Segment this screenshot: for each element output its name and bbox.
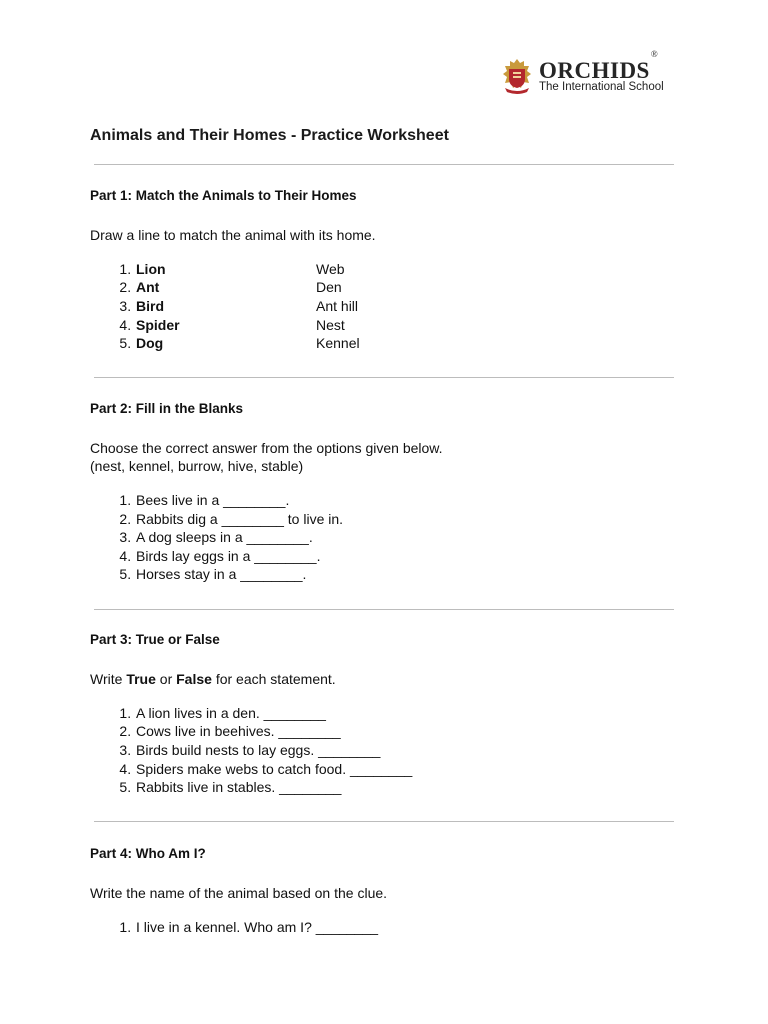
match-list xyxy=(90,260,690,353)
part3-heading: Part 3: True or False xyxy=(90,632,220,647)
animal-label: 1. Lion xyxy=(136,260,166,277)
part2-instruction: Choose the correct answer from the options given below. xyxy=(90,439,443,456)
list-item: 2. Rabbits dig a ________ to live in. xyxy=(135,510,690,529)
animal-label: 3. Bird xyxy=(136,297,164,314)
list-item xyxy=(135,278,690,297)
fill-blanks-list xyxy=(90,491,690,584)
part2-heading: Part 2: Fill in the Blanks xyxy=(90,401,244,416)
list-item xyxy=(135,334,690,353)
true-false-list xyxy=(90,704,690,797)
divider xyxy=(94,377,674,378)
home-label: Den xyxy=(316,279,342,296)
part1-instruction: Draw a line to match the animal with its home. xyxy=(90,226,376,243)
divider xyxy=(94,821,674,822)
list-item: 4. Spiders make webs to catch food. ________ xyxy=(135,760,690,779)
logo-tagline: The International School xyxy=(539,81,664,93)
part2-options: (nest, kennel, burrow, hive, stable) xyxy=(90,457,304,474)
home-label: Nest xyxy=(316,316,345,333)
part1-heading: Part 1: Match the Animals to Their Homes xyxy=(90,188,357,203)
list-item: 1. I live in a kennel. Who am I? ________ xyxy=(135,918,690,937)
animal-label: 2. Ant xyxy=(136,279,160,296)
logo-wordmark: ORCHIDS® xyxy=(539,49,659,83)
part4-instruction: Write the name of the animal based on the clue. xyxy=(90,884,388,901)
home-label: Kennel xyxy=(316,335,360,352)
list-item: 1. Bees live in a ________. xyxy=(135,491,690,510)
list-item: 1. A lion lives in a den. ________ xyxy=(135,704,690,723)
animal-label: 4. Spider xyxy=(136,316,180,333)
list-item: 5. Horses stay in a ________. xyxy=(135,565,690,584)
list-item: 2. Cows live in beehives. ________ xyxy=(135,722,690,741)
home-label: Web xyxy=(316,260,345,277)
divider xyxy=(94,609,674,610)
who-am-i-list xyxy=(90,918,690,937)
part3-instruction: Write True or False for each statement. xyxy=(90,670,336,687)
animal-label: 5. Dog xyxy=(136,335,164,352)
part3-section xyxy=(90,631,690,797)
crest-icon xyxy=(499,57,535,95)
list-item xyxy=(135,260,690,279)
home-label: Ant hill xyxy=(316,297,359,314)
page-title: Animals and Their Homes - Practice Worksheet xyxy=(90,127,449,144)
list-item xyxy=(135,316,690,335)
school-logo xyxy=(499,49,699,97)
divider xyxy=(94,164,674,165)
part1-section xyxy=(90,187,690,353)
part4-heading: Part 4: Who Am I? xyxy=(90,846,206,861)
list-item: 5. Rabbits live in stables. ________ xyxy=(135,778,690,797)
part2-section xyxy=(90,400,690,584)
list-item: 3. A dog sleeps in a ________. xyxy=(135,528,690,547)
list-item: 3. Birds build nests to lay eggs. ________ xyxy=(135,741,690,760)
part4-section xyxy=(90,845,690,936)
list-item: 4. Birds lay eggs in a ________. xyxy=(135,547,690,566)
list-item xyxy=(135,297,690,316)
